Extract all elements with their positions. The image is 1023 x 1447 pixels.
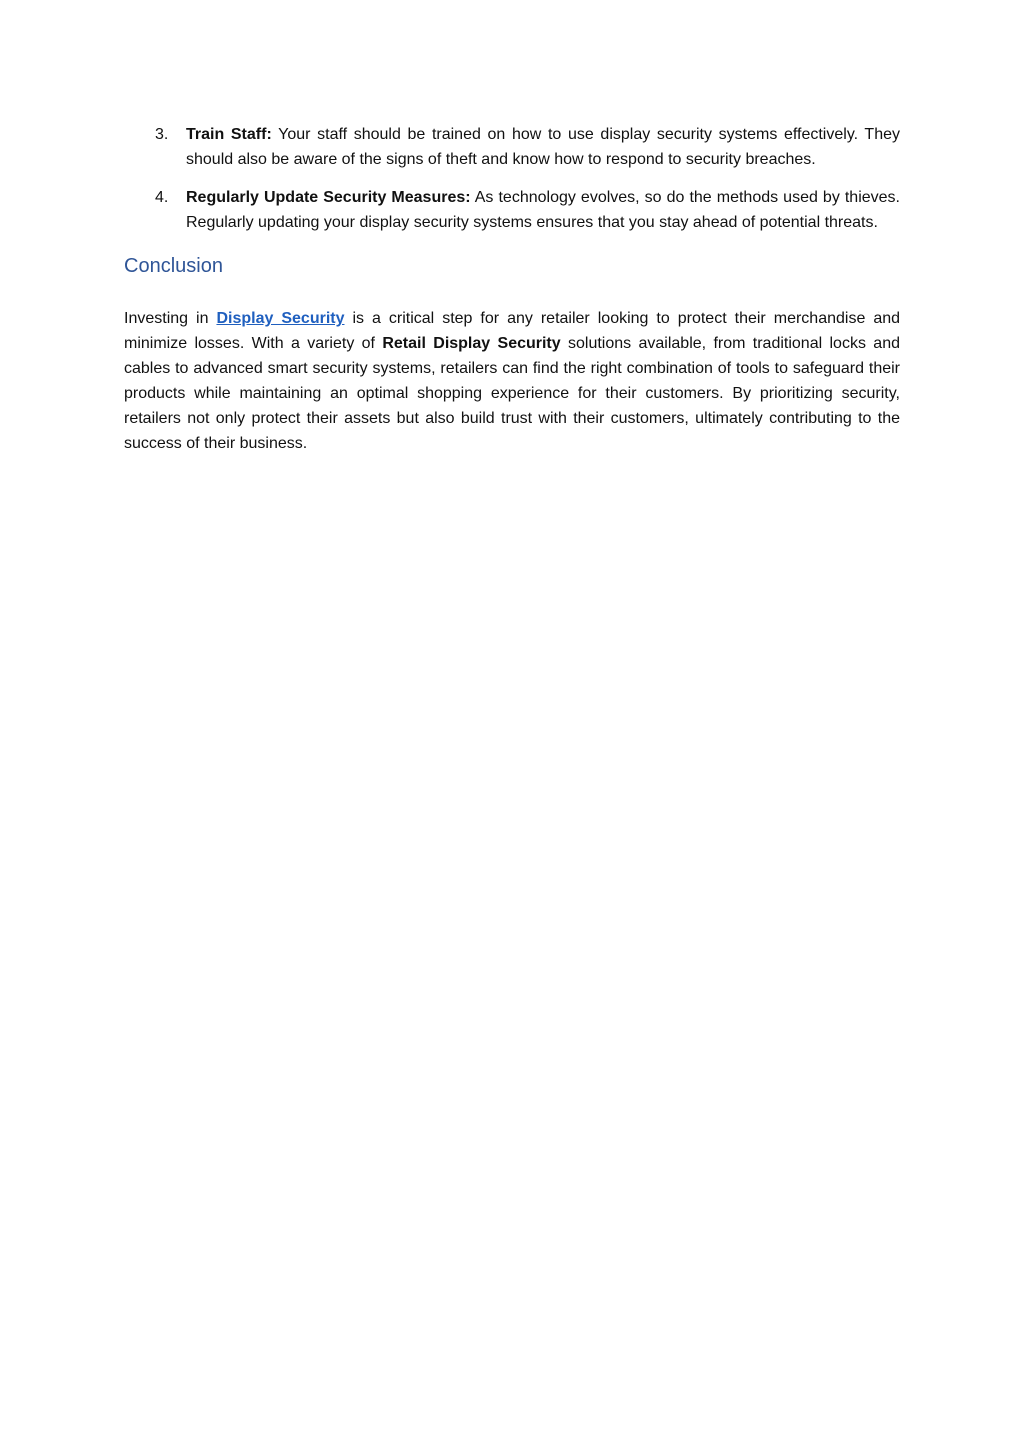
numbered-list xyxy=(124,122,900,235)
paragraph-text-part-3: solutions available, from traditional locks and cables to advanced smart security systems, retailers can find the right combination of tools to safeguard their products while maintaining an optimal shopping experience for their customers. By prioritizing security, retailers not only protect their assets but also build trust with their customers, ultimately contributing to the success of their business. xyxy=(124,335,900,452)
list-item-body xyxy=(186,122,900,172)
paragraph-text-part-1: Investing in xyxy=(124,310,217,327)
list-item-body xyxy=(186,185,900,235)
list-item-title: Train Staff: xyxy=(186,126,272,143)
retail-display-security-bold: Retail Display Security xyxy=(382,335,561,352)
paragraph-text-part-2: is a critical step for any retailer looking to protect their merchandise and minimize losses. With a variety of xyxy=(124,310,901,352)
list-item-train-staff xyxy=(124,122,900,172)
list-item-number: 3. xyxy=(155,126,169,143)
conclusion-paragraph xyxy=(124,306,900,456)
list-item-text: As technology evolves, so do the methods used by thieves. Regularly updating your display security systems ensures that you stay ahead of potential threats. xyxy=(186,189,901,231)
page-content xyxy=(124,122,900,456)
list-item-text: Your staff should be trained on how to use display security systems effectively. They should also be aware of the signs of theft and know how to respond to security breaches. xyxy=(186,126,901,168)
conclusion-heading: Conclusion xyxy=(124,255,223,277)
list-item-number: 4. xyxy=(155,189,169,206)
list-item-update-security xyxy=(124,185,900,235)
display-security-link[interactable]: Display Security xyxy=(216,310,345,327)
list-item-title: Regularly Update Security Measures: xyxy=(186,189,471,206)
